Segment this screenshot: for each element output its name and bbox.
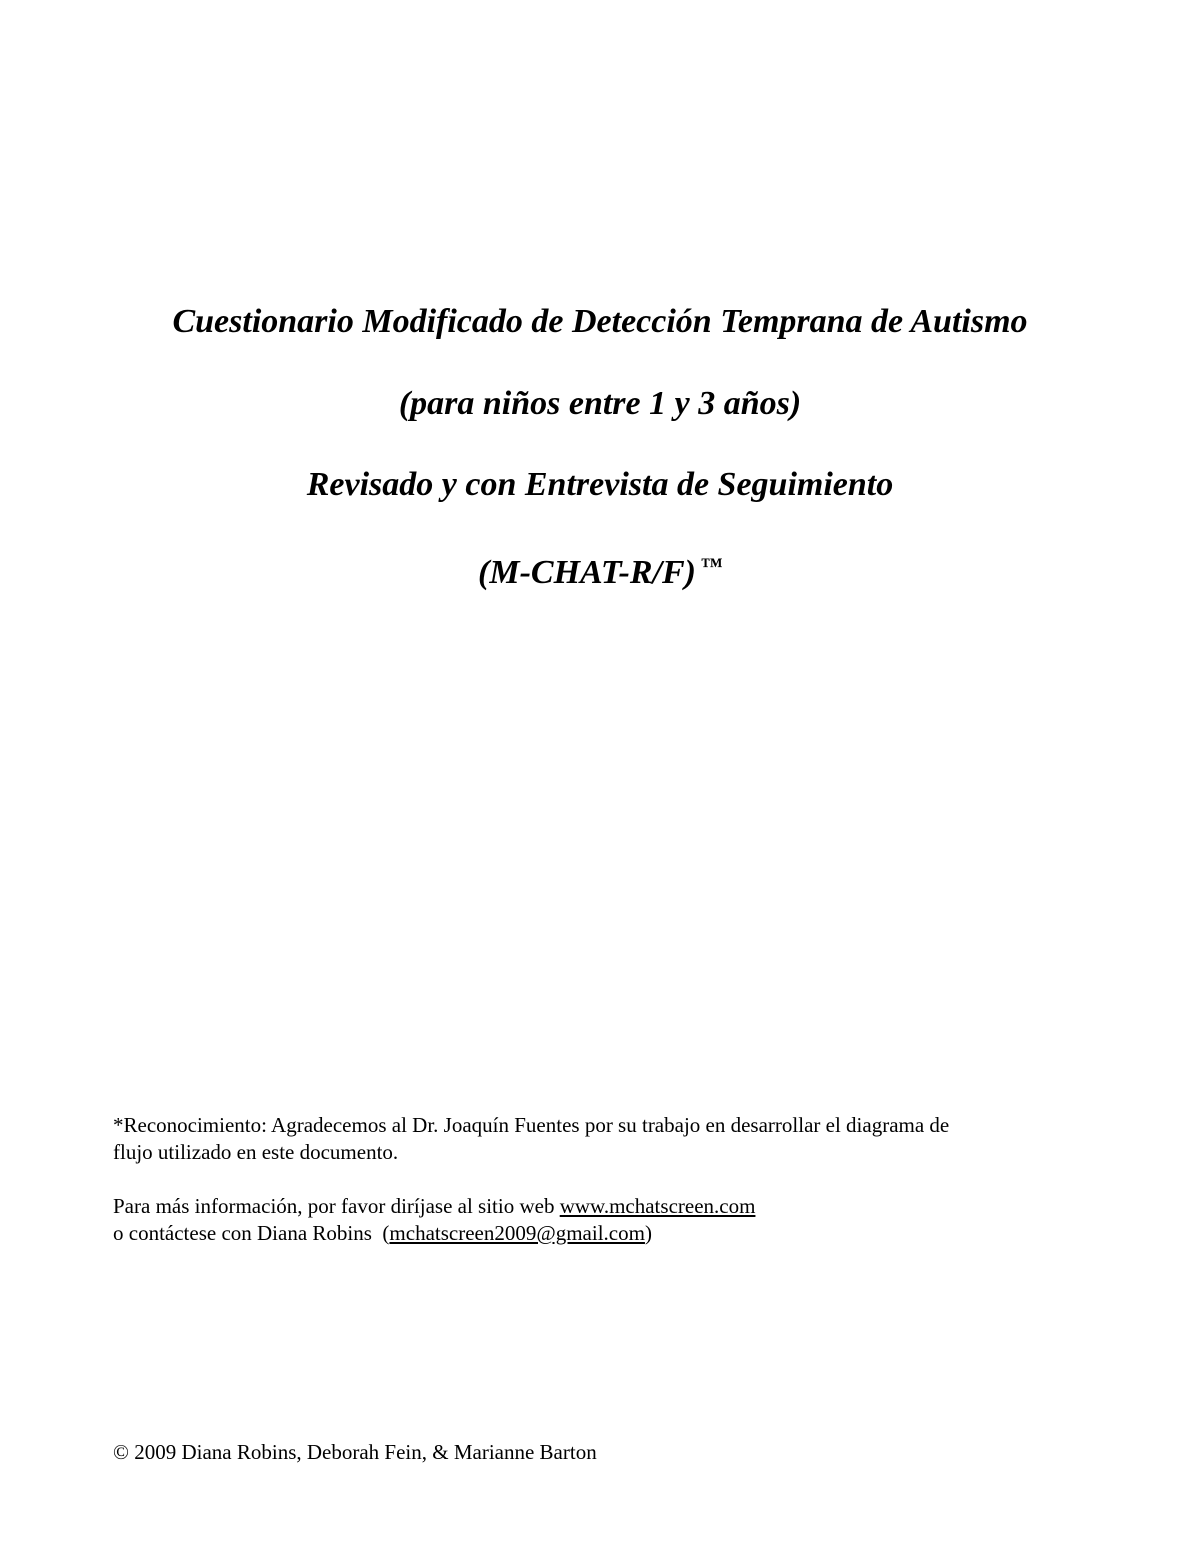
document-title (0, 302, 1200, 342)
email-link[interactable]: mchatscreen2009@gmail.com (389, 1221, 645, 1245)
info-website-prefix: Para más información, por favor diríjase al sitio web (113, 1194, 560, 1218)
trademark-symbol: ™ (699, 553, 722, 578)
acronym-text: (M-CHAT-R/F) (478, 554, 696, 591)
acknowledgment-line-2: flujo utilizado en este documento. (113, 1140, 399, 1164)
copyright-notice (113, 1439, 1093, 1466)
acknowledgment-line-1: *Reconocimiento: Agradecemos al Dr. Joaquín Fuentes por su trabajo en desarrollar el diagrama de (113, 1113, 950, 1137)
info-contact-prefix: o contáctese con Diana Robins ( (113, 1221, 390, 1245)
document-acronym (0, 546, 1200, 593)
info-line-2 (113, 1220, 1093, 1247)
contact-info-paragraph (113, 1193, 1093, 1247)
document-subtitle-age (0, 384, 1200, 424)
title-text: Cuestionario Modificado de Detección Temprana de Autismo (172, 303, 1028, 340)
subtitle-revision-text: Revisado y con Entrevista de Seguimiento (306, 466, 894, 503)
document-subtitle-revision (0, 465, 1200, 505)
acknowledgment-paragraph (113, 1112, 1093, 1166)
subtitle-age-text: (para niños entre 1 y 3 años) (398, 385, 802, 422)
website-link[interactable]: www.mchatscreen.com (559, 1194, 756, 1218)
info-contact-suffix: ) (644, 1221, 652, 1245)
copyright-text: © 2009 Diana Robins, Deborah Fein, & Marianne Barton (113, 1440, 597, 1464)
info-line-1 (113, 1193, 1093, 1220)
